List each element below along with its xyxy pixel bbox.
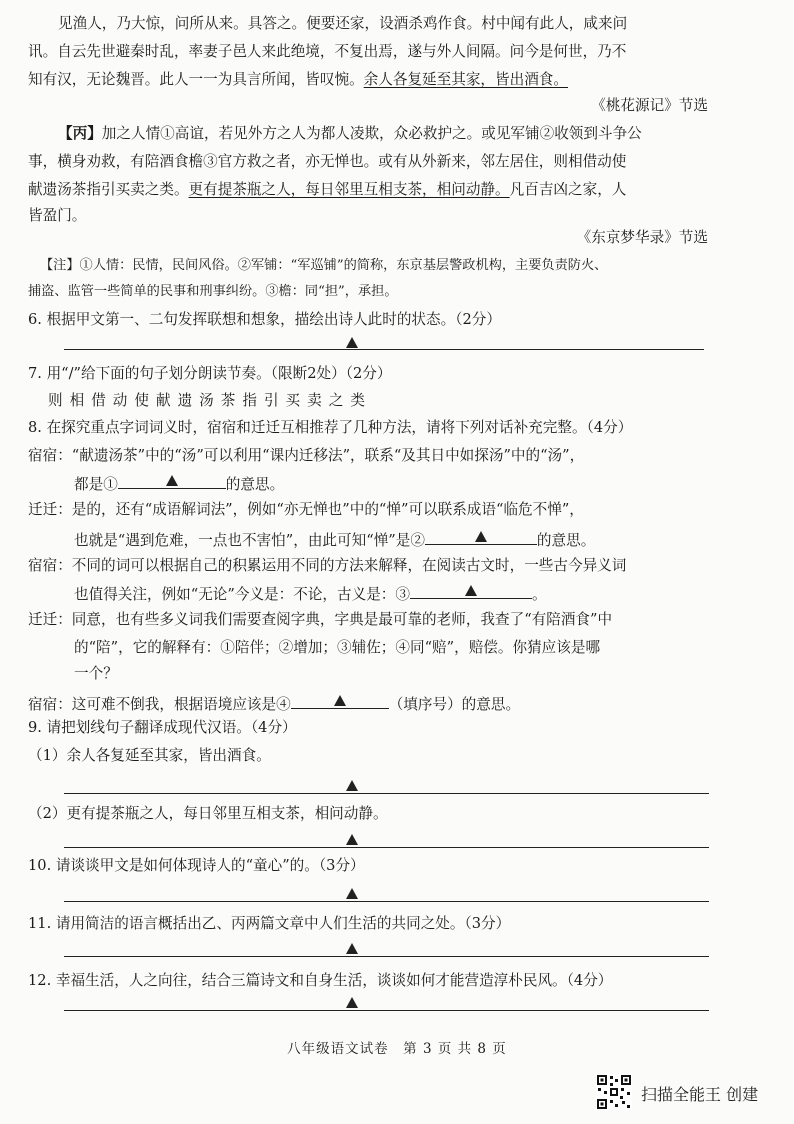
- triangle-icon: [346, 834, 358, 845]
- q8-line-6: [74, 582, 547, 605]
- question-7-sentence[interactable]: 则相借动使献遗汤茶指引买卖之类: [48, 392, 372, 409]
- scanner-watermark: 扫描全能王 创建: [641, 1085, 759, 1104]
- q8-line-10: [28, 692, 520, 715]
- answer-line-12[interactable]: [64, 1010, 709, 1011]
- passage-c-text-3: 献遗汤茶指引买卖之类。: [28, 181, 189, 198]
- passage-b-source: 《桃花源记》节选: [591, 97, 708, 114]
- blank-3[interactable]: [410, 582, 532, 599]
- question-8: 8. 在探究重点字词词义时，宿宿和迁迁互相推荐了几种方法，请将下列对话补充完整。（4分）: [28, 419, 633, 436]
- q8-line-4: [74, 528, 595, 551]
- passage-b-underlined: 余人各复延至其家，皆出酒食。: [363, 71, 568, 88]
- triangle-icon: [465, 585, 477, 596]
- question-10: 10. 请谈谈甲文是如何体现诗人的“童心”的。（3分）: [28, 857, 365, 874]
- passage-c-line-1: [58, 124, 642, 144]
- triangle-icon: [346, 780, 358, 791]
- q8-text-6b: 。: [532, 586, 547, 603]
- answer-line-10[interactable]: [64, 901, 709, 902]
- answer-line-9-2[interactable]: [64, 847, 709, 848]
- q8-text-4b: 的意思。: [536, 532, 596, 549]
- question-11: 11. 请用简洁的语言概括出乙、丙两篇文章中人们生活的共同之处。（3分）: [28, 915, 511, 932]
- q8-text-4: 也就是“遇到危难，一点也不害怕”，由此可知“惮”是②: [74, 532, 425, 549]
- blank-1[interactable]: [118, 472, 226, 489]
- passage-c-text-4: 凡百吉凶之家，人: [509, 181, 627, 198]
- triangle-icon: [346, 337, 358, 348]
- question-7: 7. 用“/”给下面的句子划分朗读节奏。（限断2处）（2分）: [28, 365, 392, 382]
- passage-b-line-3: [28, 70, 568, 90]
- q8-line-7: 迁迁：同意，也有些多义词我们需要查阅字典，字典是最可靠的老师，我查了“有陪酒食”中: [28, 611, 613, 628]
- triangle-icon: [334, 695, 346, 706]
- passage-b-line-1: 见渔人，乃大惊，问所从来。具答之。便要还家，设酒杀鸡作食。村中闻有此人，咸来问: [58, 15, 628, 32]
- passage-c-source: 《东京梦华录》节选: [576, 229, 708, 246]
- q8-line-1: 宿宿：“献遗汤茶”中的“汤”可以利用“课内迁移法”，联系“及其日中如探汤”中的“汤”，: [28, 447, 585, 464]
- q8-line-2: [74, 472, 284, 495]
- answer-line-11[interactable]: [64, 956, 709, 957]
- triangle-icon: [346, 943, 358, 954]
- q8-text-10: 宿宿：这可难不倒我，根据语境应该是④: [28, 696, 291, 713]
- q8-text-6: 也值得关注，例如“无论”今义是：不论，古义是：③: [74, 586, 410, 603]
- passage-c-line-2: 事，横身劝救，有陪酒食檐③官方救之者，亦无惮也。或有从外新来，邻左居住，则相借动使: [28, 153, 627, 170]
- passage-c-line-3: [28, 180, 626, 200]
- triangle-icon: [475, 531, 487, 542]
- passage-c-text-1: 加之人情①高谊，若见外方之人为都人凌欺，众必救护之。或见军铺②收领到斗争公: [101, 125, 642, 142]
- answer-line-6[interactable]: [64, 349, 704, 350]
- question-9-2: （2）更有提茶瓶之人，每日邻里互相支茶，相问动静。: [28, 805, 388, 822]
- qr-code-icon: [596, 1074, 632, 1110]
- q8-text-2b: 的意思。: [225, 476, 285, 493]
- q8-text-2: 都是①: [74, 476, 118, 493]
- q8-line-3: 迁迁：是的，还有“成语解词法”，例如“亦无惮也”中的“惮”可以联系成语“临危不惮”，: [28, 501, 584, 518]
- question-12: 12. 幸福生活，人之向往，结合三篇诗文和自身生活，谈谈如何才能营造淳朴民风。（4分）: [28, 972, 613, 989]
- page-footer: 八年级语文试卷 第 3 页 共 8 页: [287, 1041, 507, 1057]
- passage-b-text: 知有汉，无论魏晋。此人一一为具言所闻，皆叹惋。: [28, 71, 364, 88]
- blank-4[interactable]: [291, 692, 389, 709]
- question-9: 9. 请把划线句子翻译成现代汉语。（4分）: [28, 719, 297, 736]
- question-9-1: （1）余人各复延至其家，皆出酒食。: [28, 747, 271, 764]
- triangle-icon: [346, 888, 358, 899]
- blank-2[interactable]: [425, 528, 537, 545]
- q8-line-9: 一个？: [74, 665, 118, 682]
- passage-c-underlined: 更有提茶瓶之人，每日邻里互相支茶，相问动静。: [188, 181, 510, 198]
- triangle-icon: [166, 475, 178, 486]
- q8-line-5: 宿宿：不同的词可以根据自己的积累运用不同的方法来解释，在阅读古文时，一些古今异义词: [28, 557, 627, 574]
- note-line-2: 捕盗、监管一些简单的民事和刑事纠纷。③檐：同“担”，承担。: [28, 284, 398, 299]
- passage-b-line-2: 讯。自云先世避秦时乱，率妻子邑人来此绝境，不复出焉，遂与外人间隔。问今是何世，乃不: [28, 43, 627, 60]
- triangle-icon: [346, 997, 358, 1008]
- note-line-1: 【注】①人情：民情，民间风俗。②军铺：“军巡铺”的简称，东京基层警政机构，主要负责防火、: [40, 258, 608, 273]
- passage-c-line-5: 皆盈门。: [28, 207, 87, 224]
- answer-line-9-1[interactable]: [64, 793, 709, 794]
- question-6: 6. 根据甲文第一、二句发挥联想和想象，描绘出诗人此时的状态。（2分）: [28, 311, 501, 328]
- q8-line-8: 的“陪”，它的解释有：①陪伴；②增加；③辅佐；④同“赔”，赔偿。你猜应该是哪: [74, 639, 601, 656]
- q8-text-10b: （填序号）的意思。: [388, 696, 521, 713]
- passage-c-label: 【丙】: [58, 125, 102, 142]
